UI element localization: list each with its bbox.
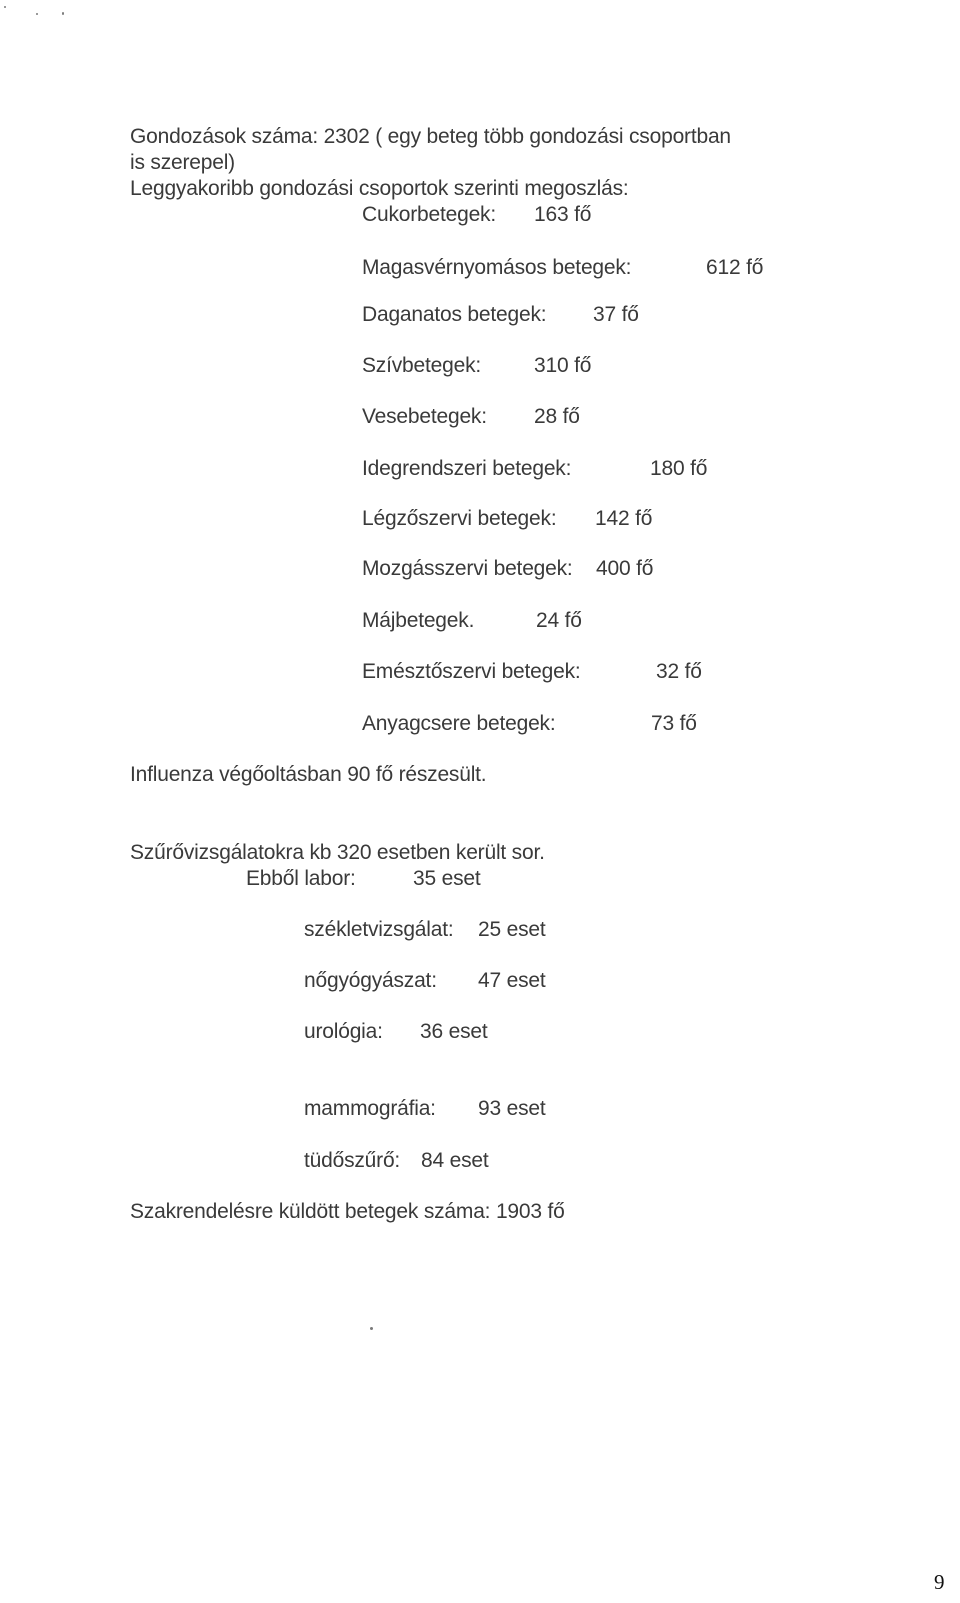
screening-value-urology: 36 eset bbox=[420, 1020, 488, 1043]
screening-label-lung: tüdőszűrő: bbox=[304, 1149, 401, 1172]
group-label-digestive: Emésztőszervi betegek: bbox=[362, 660, 581, 683]
group-value-musculoskeletal: 400 fő bbox=[596, 557, 654, 580]
group-value-diabetes: 163 fő bbox=[534, 203, 592, 226]
referral-line: Szakrendelésre küldött betegek száma: 1903 fő bbox=[130, 1200, 565, 1223]
screening-label-mammography: mammográfia: bbox=[304, 1097, 436, 1120]
influenza-line: Influenza végőoltásban 90 fő részesült. bbox=[130, 763, 487, 786]
screening-value-mammography: 93 eset bbox=[478, 1097, 546, 1120]
group-value-cancer: 37 fő bbox=[593, 303, 639, 326]
group-label-kidney: Vesebetegek: bbox=[362, 405, 487, 428]
screening-label-gynecology: nőgyógyászat: bbox=[304, 969, 437, 992]
group-label-nervous: Idegrendszeri betegek: bbox=[362, 457, 572, 480]
group-label-respiratory: Légzőszervi betegek: bbox=[362, 507, 557, 530]
group-value-digestive: 32 fő bbox=[656, 660, 702, 683]
screening-value-lung: 84 eset bbox=[421, 1149, 489, 1172]
group-value-kidney: 28 fő bbox=[534, 405, 580, 428]
scan-speck bbox=[370, 1327, 373, 1330]
group-label-metabolic: Anyagcsere betegek: bbox=[362, 712, 556, 735]
screening-value-gynecology: 47 eset bbox=[478, 969, 546, 992]
intro-line-3: Leggyakoribb gondozási csoportok szerinti megoszlás: bbox=[130, 177, 629, 200]
screening-label-urology: urológia: bbox=[304, 1020, 383, 1043]
screening-title: Szűrővizsgálatokra kb 320 esetben került sor. bbox=[130, 841, 545, 864]
group-label-liver: Májbetegek. bbox=[362, 609, 475, 632]
scan-speck bbox=[36, 13, 38, 15]
group-label-diabetes: Cukorbetegek: bbox=[362, 203, 496, 226]
group-value-liver: 24 fő bbox=[536, 609, 582, 632]
group-label-hypertension: Magasvérnyomásos betegek: bbox=[362, 256, 632, 279]
group-label-musculoskeletal: Mozgásszervi betegek: bbox=[362, 557, 573, 580]
page-number: 9 bbox=[934, 1570, 945, 1594]
scan-speck bbox=[62, 12, 64, 15]
group-value-hypertension: 612 fő bbox=[706, 256, 764, 279]
scan-speck bbox=[4, 6, 6, 8]
screening-lab-label: Ebből labor: bbox=[246, 867, 356, 890]
group-label-heart: Szívbetegek: bbox=[362, 354, 482, 377]
group-label-cancer: Daganatos betegek: bbox=[362, 303, 547, 326]
intro-line-1: Gondozások száma: 2302 ( egy beteg több gondozási csoportban bbox=[130, 125, 731, 148]
screening-lab-value: 35 eset bbox=[413, 867, 481, 890]
group-value-heart: 310 fő bbox=[534, 354, 592, 377]
screening-label-stool: székletvizsgálat: bbox=[304, 918, 454, 941]
group-value-metabolic: 73 fő bbox=[651, 712, 697, 735]
screening-value-stool: 25 eset bbox=[478, 918, 546, 941]
group-value-respiratory: 142 fő bbox=[595, 507, 653, 530]
intro-line-2: is szerepel) bbox=[130, 151, 235, 174]
group-value-nervous: 180 fő bbox=[650, 457, 708, 480]
